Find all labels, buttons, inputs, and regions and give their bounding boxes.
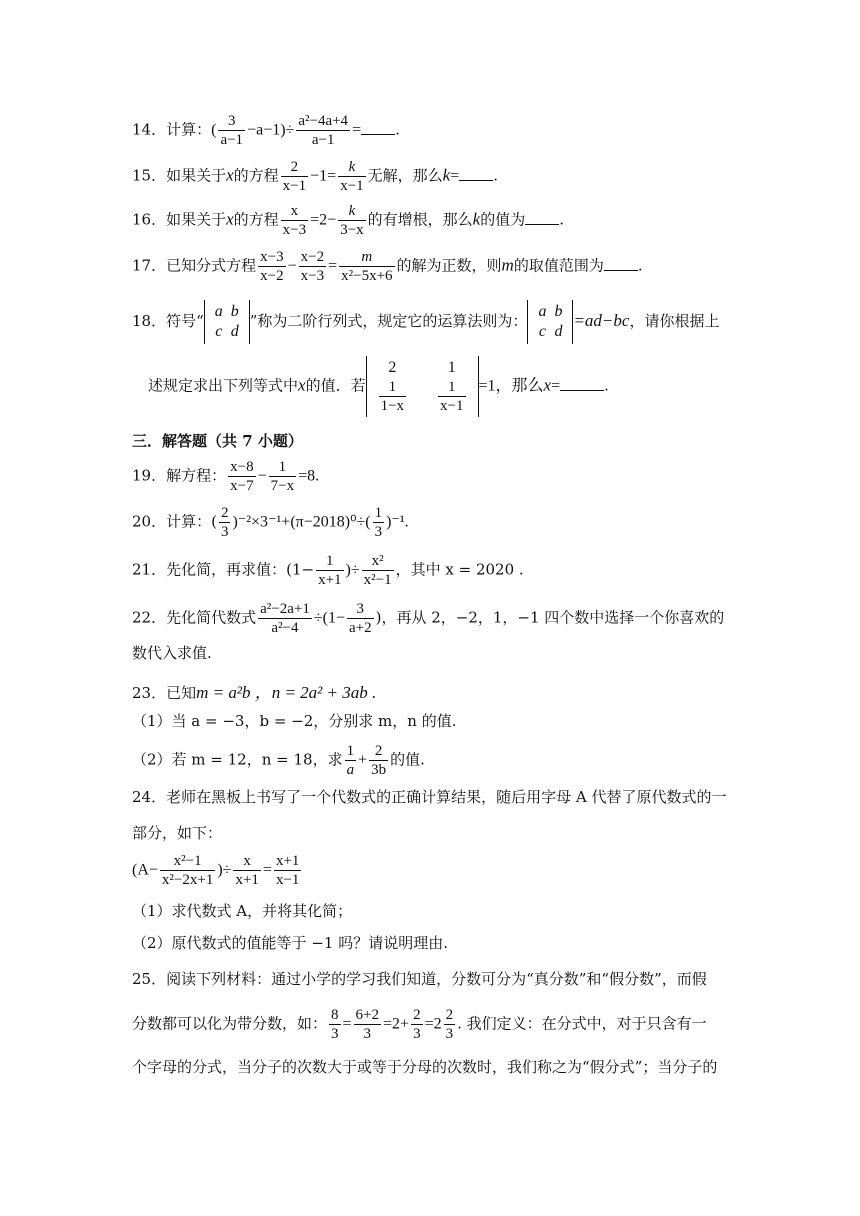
fraction [281, 202, 308, 239]
question-number: 15． [132, 166, 167, 185]
numerator: x²−1 [160, 852, 215, 871]
fraction [218, 112, 245, 149]
fraction [362, 552, 394, 589]
question-18 [132, 300, 719, 344]
question-text: 已知 [166, 684, 197, 702]
denominator: 7−x [270, 478, 295, 494]
question-24-part-2: （2）原代数式的值能等于 −1 吗？请说明理由. [132, 934, 448, 952]
question-20 [132, 504, 409, 541]
math-text: =1，那么 [478, 377, 544, 395]
question-number: 22． [132, 608, 167, 627]
math-text: )÷ [217, 861, 232, 879]
question-number: 18． [132, 312, 167, 330]
denominator: x²−2x+1 [161, 872, 214, 888]
question-number: 20． [132, 512, 167, 531]
question-22 [132, 600, 724, 637]
numerator: m [339, 248, 394, 267]
question-21 [132, 552, 524, 589]
denominator: 1−x [380, 398, 405, 414]
denominator: 3 [413, 1026, 421, 1042]
math-text: =ad−bc [573, 311, 630, 330]
question-text: 分数都可以化为带分数，如： [132, 1014, 328, 1033]
question-number: 21． [132, 560, 167, 579]
numerator: 1 [374, 505, 383, 521]
punctuation: . [493, 166, 499, 185]
det-entry: 2 [388, 359, 397, 376]
question-text: 解方程： [166, 466, 227, 485]
fraction [339, 248, 394, 285]
question-number: 24． [132, 788, 167, 806]
question-text: 计算：( [166, 512, 217, 531]
question-text: ”称为二阶行列式，规定它的运算法则为： [249, 312, 528, 330]
math-text: = [328, 257, 338, 275]
det-entry: d [230, 323, 239, 340]
question-text: )，再从 2，−2，1，−1 四个数中选择一个你喜欢的 [375, 608, 725, 627]
numerator: 3 [218, 112, 245, 131]
math-text: ÷(1− [313, 609, 345, 627]
fraction [444, 1006, 456, 1043]
denominator: 3 [445, 1026, 454, 1042]
question-text: 如果关于 [166, 166, 227, 185]
question-number: 16． [132, 210, 167, 229]
question-text: . 我们定义：在分式中，对于只含有一 [457, 1014, 707, 1033]
math-text: −1= [310, 167, 337, 185]
fraction [347, 600, 374, 637]
fraction [274, 852, 301, 889]
denominator: x−1 [340, 178, 364, 194]
question-25 [132, 968, 707, 989]
variable: x [226, 165, 234, 185]
fraction [219, 504, 231, 541]
question-24-line-2: 部分，如下： [132, 824, 223, 842]
numerator: 2 [445, 1007, 454, 1023]
punctuation: . [395, 120, 400, 139]
answer-blank[interactable] [459, 166, 493, 181]
question-number: 23． [132, 684, 167, 702]
math-text: (A− [132, 861, 158, 879]
question-text: 的方程 [233, 166, 279, 185]
denominator: a²−4 [271, 620, 299, 636]
numerator: 1 [379, 378, 406, 397]
numerator: 2 [369, 742, 388, 761]
question-15 [132, 158, 498, 195]
denominator: a+2 [348, 620, 372, 636]
question-22-line-2: 数代入求值. [132, 644, 212, 662]
question-24-part-1: （1）求代数式 A，并将其化简； [132, 902, 353, 920]
numerator: x [233, 852, 260, 871]
question-text: 述规定求出下列等式中 [148, 376, 299, 395]
numerator: 2 [220, 505, 229, 521]
determinant-equation [366, 356, 479, 417]
fraction [228, 458, 255, 495]
denominator: x−1 [282, 178, 307, 194]
determinant-rule [527, 300, 573, 344]
fraction [369, 742, 388, 779]
punctuation: . [604, 376, 609, 395]
numerator: x [281, 202, 308, 221]
fraction [329, 1006, 341, 1043]
determinant-symbol [204, 300, 250, 344]
question-text: （2）若 m = 12，n = 18，求 [132, 750, 343, 769]
math-text: = [262, 861, 272, 879]
denominator: x−3 [300, 268, 325, 284]
question-23-part-2 [132, 742, 425, 779]
fraction [258, 248, 285, 285]
denominator: a [346, 762, 355, 778]
det-entry: b [554, 303, 563, 320]
denominator: x+1 [318, 572, 342, 588]
denominator: x−7 [230, 478, 254, 494]
math-text: = [342, 1015, 352, 1033]
question-number: 25． [132, 970, 167, 988]
numerator: 2 [413, 1007, 421, 1023]
variable: k [442, 165, 451, 185]
numerator: 3 [347, 600, 374, 619]
denominator: 3 [220, 524, 229, 540]
numerator: 6+2 [355, 1007, 380, 1023]
fraction [160, 852, 215, 889]
numerator: 2 [281, 158, 308, 177]
question-text: 先化简代数式 [166, 608, 257, 627]
question-text: 先化简，再求值：(1− [166, 560, 315, 579]
det-entry: a [214, 303, 223, 320]
denominator: x−2 [260, 268, 284, 284]
punctuation: . [559, 210, 565, 229]
denominator: x²−1 [363, 572, 392, 588]
denominator: x²−5x+6 [341, 268, 393, 284]
numerator: 1 [346, 743, 355, 759]
question-text: 计算： [166, 120, 212, 139]
math-text: m = a²b ，n = 2a² + 3ab . [196, 683, 377, 702]
math-text: =2 [424, 1015, 442, 1033]
fraction [379, 378, 406, 415]
fraction [233, 852, 260, 889]
question-text: 已知分式方程 [166, 256, 257, 275]
det-entry: d [554, 323, 563, 340]
question-text: 的解为正数，则 [396, 256, 502, 275]
denominator: a−1 [220, 132, 244, 148]
question-text: 阅读下列材料：通过小学的学习我们知道，分数可分为“真分数”和“假分数”，而假 [166, 970, 707, 988]
numerator: x+1 [275, 853, 300, 869]
det-entry: a [538, 303, 547, 320]
variable: x [298, 375, 306, 395]
question-text: ，请你根据上 [629, 312, 720, 330]
question-24-equation [132, 852, 303, 889]
answer-blank[interactable] [525, 210, 559, 225]
numerator: x² [362, 552, 394, 571]
fraction [354, 1006, 381, 1043]
question-25-line-3: 个字母的分式，当分子的次数大于或等于分母的次数时，我们称之为“假分式”；当分子的 [132, 1058, 718, 1076]
det-entry: 1 [447, 359, 456, 376]
question-text: 的值为 [480, 210, 526, 229]
question-16 [132, 202, 564, 239]
math-text: = [551, 377, 561, 395]
denominator: x−1 [275, 872, 300, 888]
question-text: 老师在黑板上书写了一个代数式的正确计算结果，随后用字母 A 代替了原代数式的一 [166, 788, 727, 806]
math-text: =2− [310, 211, 337, 229]
numerator: 1 [316, 552, 343, 571]
numerator: x−8 [230, 459, 254, 475]
math-text: =2+ [383, 1015, 410, 1033]
question-text: 的有增根，那么 [367, 210, 473, 229]
math-text: ( [211, 121, 217, 139]
math-text: = [352, 121, 362, 139]
math-text: + [358, 751, 368, 769]
variable: x [226, 209, 234, 229]
fraction [281, 158, 308, 195]
numerator: k [338, 202, 365, 221]
question-text: 的值. [390, 750, 425, 769]
det-entry: c [215, 323, 223, 340]
denominator: x+1 [235, 872, 259, 888]
punctuation: . [637, 256, 643, 275]
denominator: 3 [331, 1026, 339, 1042]
math-text: )÷ [345, 561, 360, 579]
question-text: 如果关于 [166, 210, 227, 229]
question-number: 14． [132, 120, 167, 139]
variable: m [501, 255, 514, 275]
answer-blank[interactable] [361, 120, 395, 135]
fraction [316, 552, 343, 589]
fraction [258, 600, 312, 637]
fraction [296, 112, 350, 149]
numerator: a²−4a+4 [298, 113, 349, 129]
det-entry: c [538, 323, 546, 340]
det-entry: b [230, 303, 239, 320]
question-19 [132, 458, 319, 495]
question-25-line-2 [132, 1006, 707, 1043]
fraction [345, 742, 357, 779]
answer-blank[interactable] [560, 376, 604, 391]
math-text: − [257, 467, 267, 485]
numerator: a²−2a+1 [260, 601, 310, 617]
question-number: 17． [132, 256, 167, 275]
fraction [438, 378, 465, 415]
fraction [338, 158, 365, 195]
question-text: 符号“ [166, 312, 204, 330]
fraction [299, 248, 326, 285]
denominator: 3b [371, 762, 387, 778]
denominator: a−1 [311, 132, 335, 148]
denominator: 3 [374, 524, 383, 540]
question-14 [132, 112, 400, 149]
math-text: =8. [298, 467, 320, 485]
math-text: −a−1)÷ [247, 121, 295, 139]
numerator: k [338, 158, 365, 177]
math-text: − [287, 257, 297, 275]
numerator: 1 [269, 458, 296, 477]
question-text: 无解，那么 [367, 166, 443, 185]
question-text: 的值．若 [305, 376, 366, 395]
denominator: x−1 [440, 398, 464, 414]
question-18-line-2 [148, 356, 609, 417]
answer-blank[interactable] [604, 256, 638, 271]
numerator: x−3 [260, 249, 284, 265]
fraction [269, 458, 296, 495]
variable: k [472, 209, 481, 229]
denominator: 3−x [340, 222, 364, 238]
math-text: )⁻²×3⁻¹+(π−2018)⁰÷( [232, 513, 371, 531]
denominator: 3 [363, 1026, 372, 1042]
math-text: = [450, 167, 460, 185]
question-text: 的方程 [233, 210, 279, 229]
fraction [373, 504, 385, 541]
question-number: 19． [132, 466, 167, 485]
question-24 [132, 786, 726, 807]
question-text: ，其中 x = 2020 . [395, 560, 524, 579]
numerator: x−2 [300, 249, 325, 265]
denominator: x−3 [282, 222, 307, 238]
question-text: 的取值范围为 [513, 256, 604, 275]
math-text: )⁻¹. [386, 513, 409, 531]
fraction [338, 202, 365, 239]
numerator: 8 [331, 1007, 339, 1023]
section-heading: 三．解答题（共 7 小题） [132, 432, 303, 450]
variable: x [543, 375, 552, 395]
question-23 [132, 678, 376, 703]
question-23-part-1: （1）当 a = −3，b = −2，分别求 m，n 的值. [132, 712, 457, 730]
numerator: 1 [438, 378, 465, 397]
question-17 [132, 248, 643, 285]
fraction [411, 1006, 423, 1043]
